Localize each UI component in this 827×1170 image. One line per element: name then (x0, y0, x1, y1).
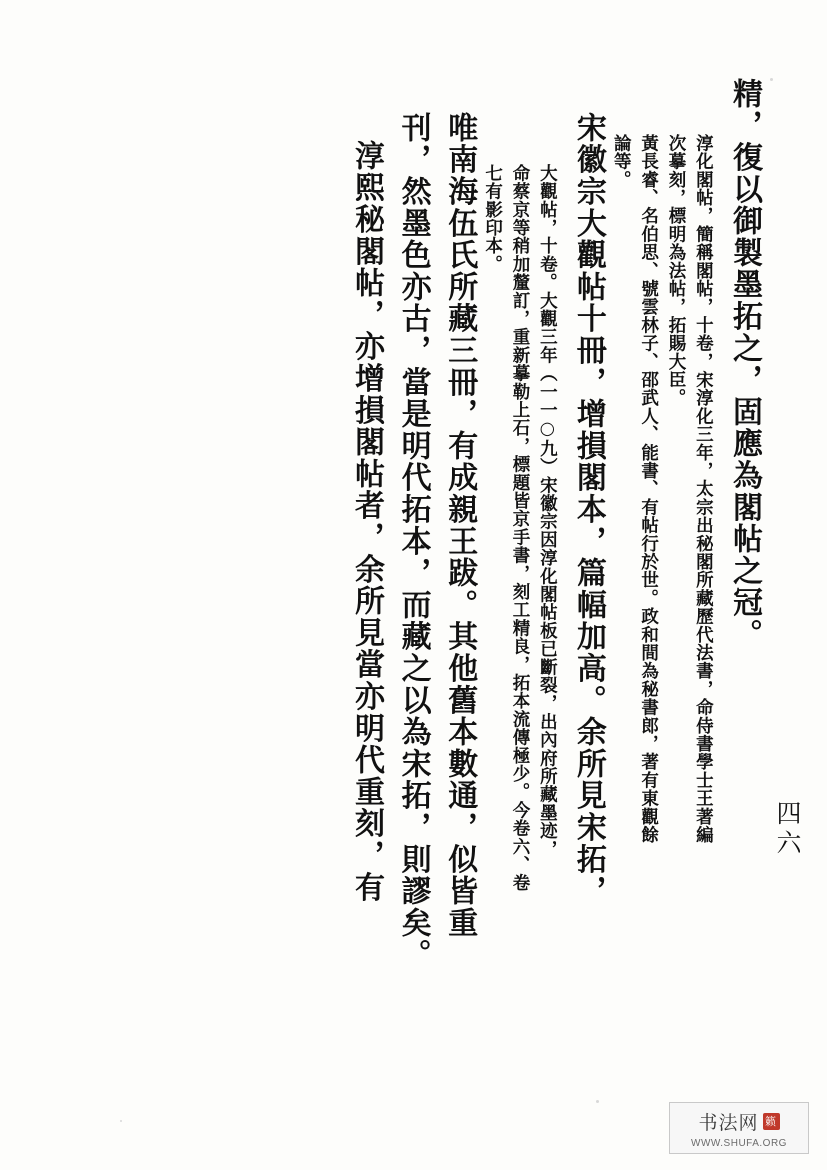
text-column-11: 刊，然墨色亦古，當是明代拓本，而藏之以為宋拓，則謬矣。 (395, 112, 431, 971)
watermark-brand (698, 1108, 779, 1135)
vertical-text-block (334, 78, 762, 1088)
text-column-5: 論等。 (611, 134, 632, 189)
page-number: 四六 (773, 800, 802, 859)
text-column-10: 唯南海伍氏所藏三冊，有成親王跋。其他舊本數通，似皆重 (442, 112, 478, 939)
text-column-3: 次摹刻，標明為法帖，拓賜大臣。 (666, 134, 687, 407)
text-column-12: 淳熙秘閣帖，亦增損閣帖者，余所見當亦明代重刻，有 (349, 140, 384, 904)
watermark-site-name: 书法网 (698, 1111, 759, 1134)
paper-speck (120, 1120, 122, 1122)
text-column-2: 淳化閣帖，簡稱閣帖，十卷，宋淳化三年，太宗出秘閣所藏歷代法書，命侍書學士王著編 (693, 134, 714, 844)
text-column-4: 黃長睿、名伯思、號雲林子、邵武人、能書、有帖行於世。政和間為秘書郎，著有東觀餘 (638, 134, 659, 844)
site-watermark (669, 1102, 809, 1154)
watermark-url: WWW.SHUFA.ORG (691, 1137, 787, 1149)
text-column-9: 七有影印本。 (482, 164, 503, 274)
seal-icon: 籁 (763, 1113, 780, 1130)
text-column-6: 宋徽宗大觀帖十冊，增損閣本，篇幅加高。余所見宋拓， (570, 112, 606, 907)
paper-speck (770, 78, 773, 81)
text-column-1: 精，復以御製墨拓之，固應為閣帖之冠。 (727, 78, 762, 651)
text-column-7: 大觀帖，十卷。大觀三年（一一○九）宋徽宗因淳化閣帖板已斷裂，出內府所藏墨迹， (537, 164, 558, 859)
text-column-8: 命蔡京等稍加釐訂，重新摹勒上石，標題皆京手書，刻工精良，拓本流傳極少。今卷六、卷 (509, 164, 530, 892)
